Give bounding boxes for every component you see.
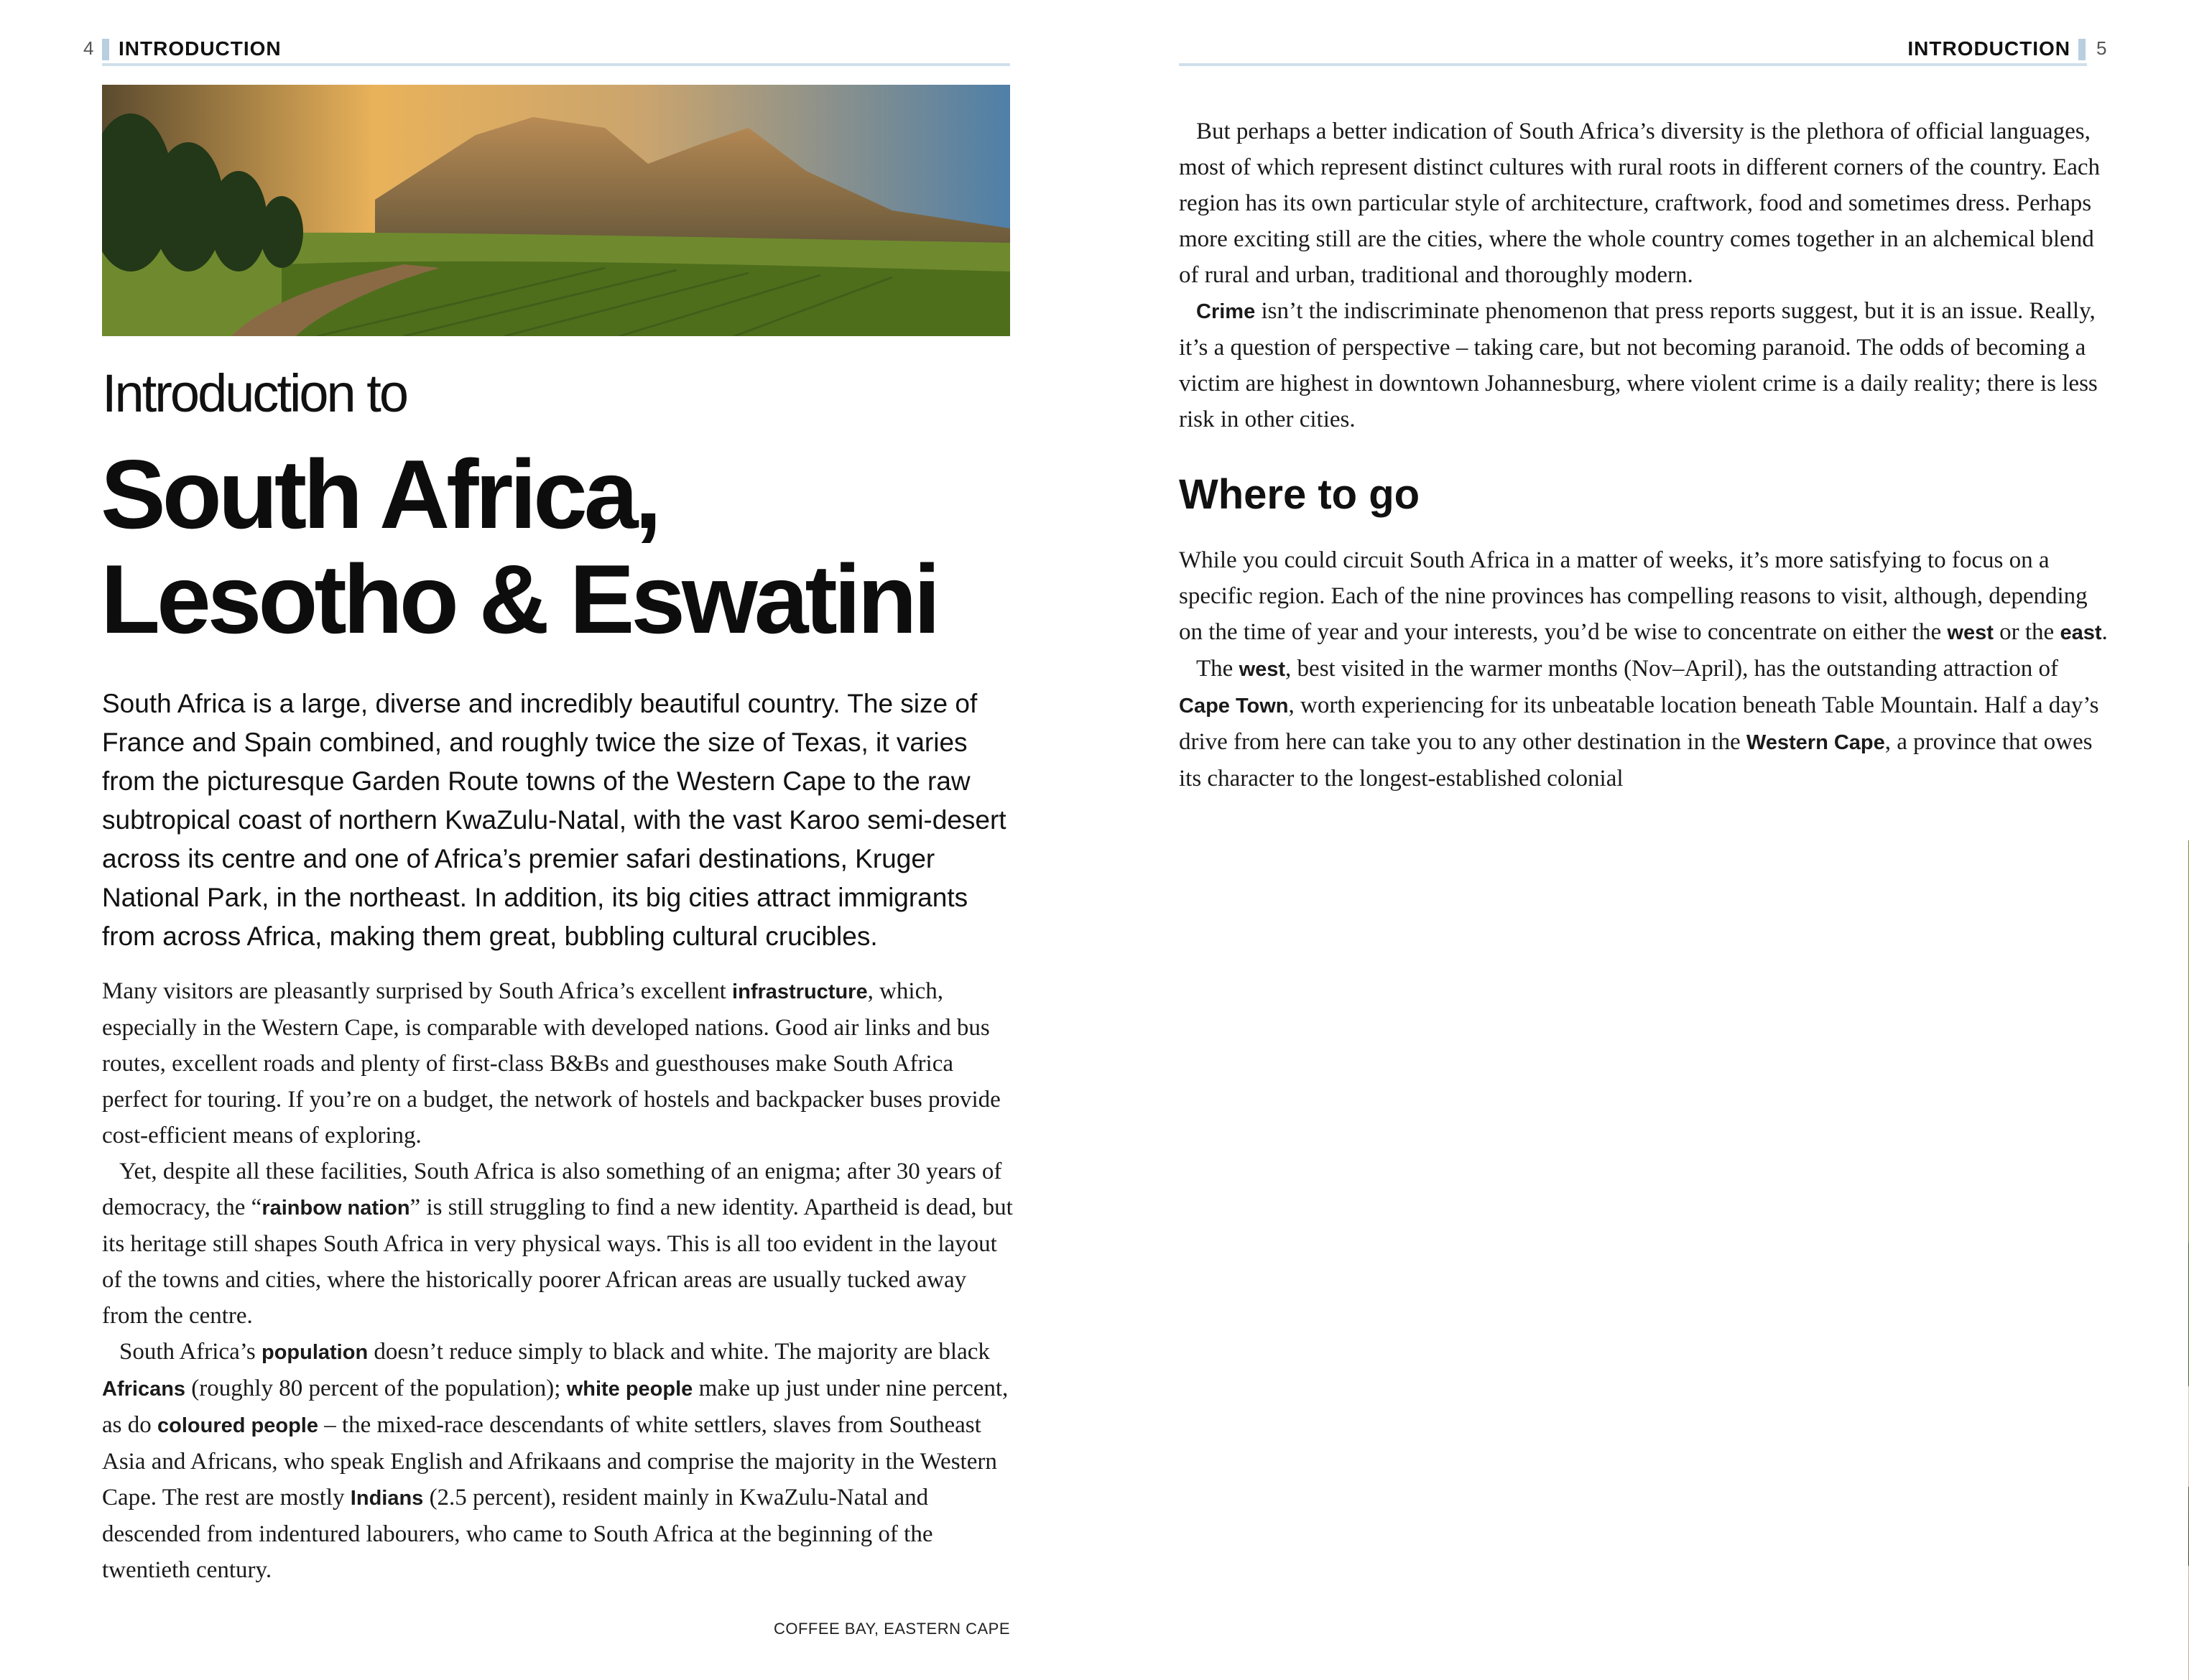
title-kicker: Introduction to — [102, 363, 407, 423]
title-line-1: South Africa, — [101, 440, 659, 549]
text-run: make up just under nine percent, as do — [102, 1375, 1009, 1438]
paragraph — [1179, 542, 2113, 651]
keyword: Western Cape — [1746, 731, 1885, 754]
paragraph: But perhaps a better indication of South Africa’s diversity is the plethora of official languages, most of which represent distinct cultures with rural roots in different corners of the country. Each region has its own particular style of architecture, craftwork, food and sometimes dress. Perhaps more exciting still are the cities, where the whole country comes together in an alchemical blend of rural and urban, traditional and thoroughly modern. — [1179, 119, 2101, 288]
keyword: Indians — [350, 1487, 424, 1510]
body-text-where-to-go — [1179, 542, 2113, 797]
left-page — [0, 0, 1094, 1680]
keyword: west — [1239, 658, 1286, 681]
text-run: doesn’t reduce simply to black and white. The majority are black — [368, 1339, 990, 1365]
text-run: ” is still struggling to find a new identity. Apartheid is dead, but its heritage still shapes South Africa in very physical ways. This is all too evident in the layout of the towns and cities, where the historically poorer African areas are usually tucked away from the centre. — [102, 1194, 1013, 1329]
header-accent-bar — [102, 39, 109, 60]
running-header-right — [1094, 36, 2189, 65]
text-run: , worth experiencing for its unbeatable location beneath Table Mountain. Half a day’s drive from here can take you to any other destination in the — [1179, 692, 2099, 755]
right-page — [1094, 0, 2189, 1680]
keyword: Crime — [1196, 300, 1256, 323]
text-run: (roughly 80 percent of the population); — [185, 1375, 567, 1401]
text-run: or the — [1993, 619, 2060, 645]
page-number: 4 — [83, 37, 94, 59]
paragraph — [1179, 293, 2113, 437]
keyword: infrastructure — [732, 980, 868, 1003]
paragraph — [102, 1334, 1014, 1588]
header-rule — [102, 63, 1010, 66]
keyword: rainbow nation — [262, 1197, 410, 1220]
page-number: 5 — [2096, 37, 2107, 59]
text-run: The — [1196, 656, 1239, 682]
text-run: isn’t the indiscriminate phenomenon that press reports suggest, but it is an issue. Really, it’s a question of perspective – taking care, but not becoming paranoid. The odds of becoming a victim are highest in downtown Johannesburg, where violent crime is a daily reality; there is less risk in other cities. — [1179, 298, 2098, 432]
body-text-right-top — [1179, 113, 2113, 437]
header-accent-bar — [2078, 39, 2086, 60]
header-rule — [1179, 63, 2087, 66]
text-run: Yet, despite all these facilities, South Africa is also something of an enigma; after 30 years of democracy, the “ — [102, 1159, 1002, 1220]
header-label: INTRODUCTION — [1907, 37, 2070, 60]
text-run: . — [2101, 619, 2108, 645]
keyword: Cape Town — [1179, 695, 1289, 718]
keyword: Africans — [102, 1378, 186, 1401]
text-run: , which, especially in the Western Cape, is comparable with developed nations. Good air links and bus routes, excellent roads and plenty of first-class B&Bs and guesthouses make South Africa perfect for touring. If you’re on a budget, the network of hostels and backpacker buses provide cost-efficient means of exploring. — [102, 978, 1001, 1148]
keyword: east — [2060, 621, 2102, 644]
paragraph — [102, 973, 1014, 1154]
text-run: Many visitors are pleasantly surprised by South Africa’s excellent — [102, 978, 733, 1004]
vineyard-mountain-photo — [102, 85, 1010, 336]
section-heading: Where to go — [1179, 471, 1420, 518]
text-run: While you could circuit South Africa in a matter of weeks, it’s more satisfying to focus on a specific region. Each of the nine provinces has compelling reasons to visit, although, depending on the time of year and your interests, you’d be wise to concentrate on either the — [1179, 547, 2088, 645]
text-run: , a province that owes its character to the longest-established colonial — [1179, 729, 2093, 792]
text-run: (2.5 percent), resident mainly in KwaZulu-Natal and descended from indentured labourers, who came to South Africa at the beginning of the twentieth century. — [102, 1485, 933, 1583]
keyword: west — [1947, 621, 1994, 644]
header-label: INTRODUCTION — [119, 37, 282, 60]
title-line-2: Lesotho & Eswatini — [101, 544, 938, 654]
text-run: – the mixed-race descendants of white settlers, slaves from Southeast Asia and Africans, who speak English and Afrikaans and comprise the majority in the Western Cape. The rest are mostly — [102, 1412, 997, 1510]
photo-caption: COFFEE BAY, EASTERN CAPE — [773, 1620, 1010, 1638]
paragraph — [102, 1154, 1014, 1334]
paragraph — [1179, 651, 2113, 797]
text-run: , best visited in the warmer months (Nov–April), has the outstanding attraction of — [1285, 656, 2058, 682]
running-header-left — [0, 36, 1094, 65]
text-run: South Africa’s — [119, 1339, 262, 1365]
intro-paragraph: South Africa is a large, diverse and incredibly beautiful country. The size of France and Spain combined, and roughly twice the size of Texas, it varies from the picturesque Garden Route towns of the Western Cape to the raw subtropical coast of northern KwaZulu-Natal, with the vast Karoo semi-desert across its centre and one of Africa’s premier safari destinations, Kruger National Park, in the northeast. In addition, its big cities attract immigrants from across Africa, making them great, bubbling cultural crucibles. — [102, 689, 1006, 951]
keyword: coloured people — [157, 1414, 318, 1437]
keyword: population — [261, 1341, 369, 1364]
body-text-left — [102, 973, 1014, 1588]
page-title — [101, 440, 1035, 654]
keyword: white people — [566, 1378, 693, 1401]
